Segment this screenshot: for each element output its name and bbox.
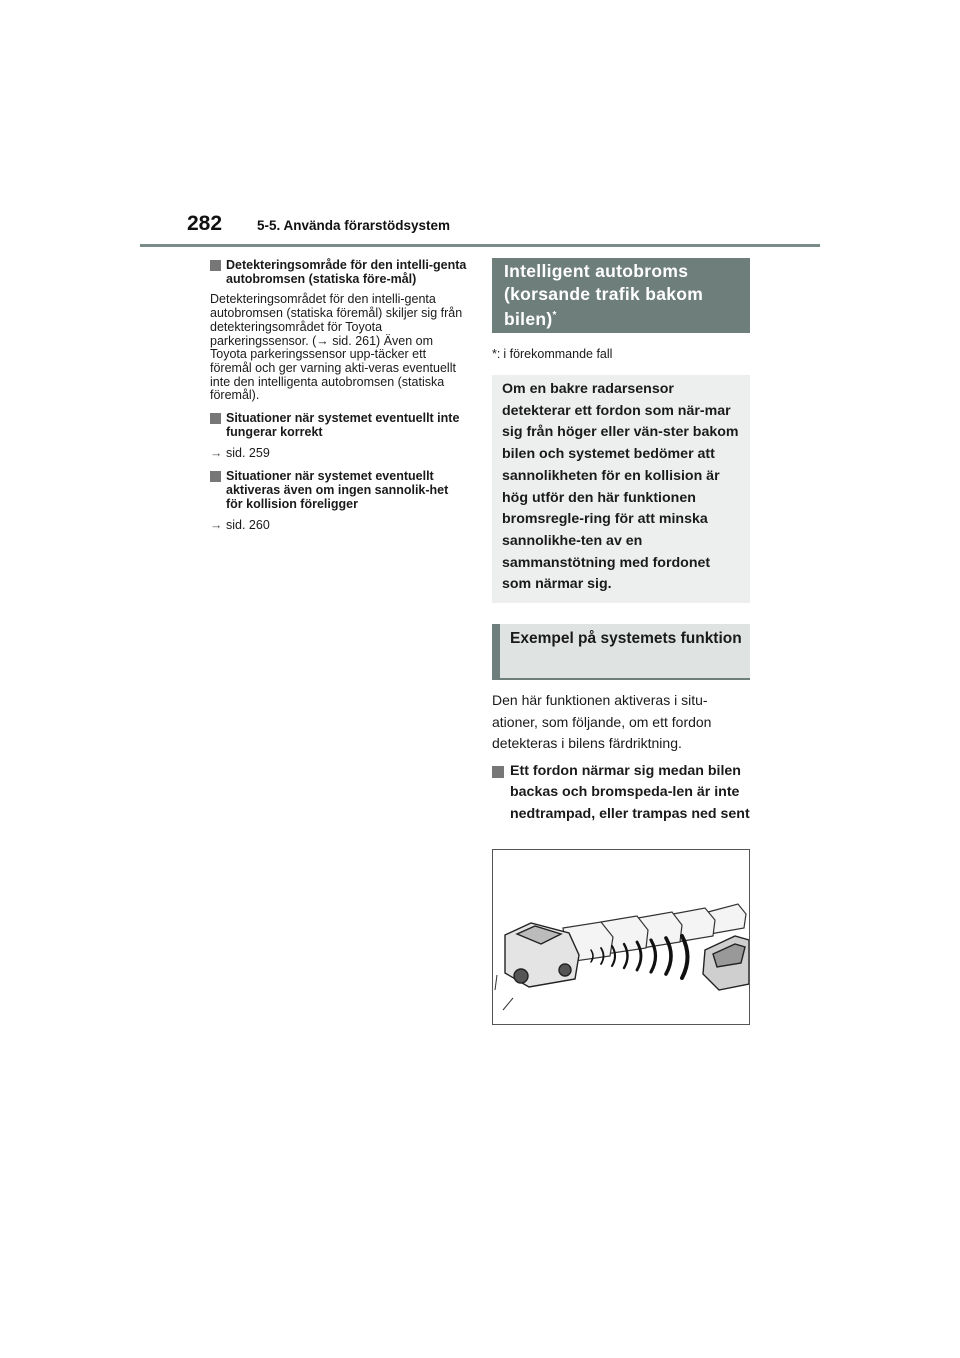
sub-heading: Exempel på systemets funktion xyxy=(492,624,750,680)
ref-text: sid. 260 xyxy=(225,518,270,533)
heading-detection-area: Detekteringsområde för den intelli-genta autobromsen (statiska före-mål) xyxy=(210,259,468,286)
bullet-square-icon xyxy=(492,766,504,778)
header-rule xyxy=(140,244,820,247)
page-number: 282 xyxy=(187,212,223,235)
ref-text: sid. 259 xyxy=(225,446,270,461)
intro-box: Om en bakre radarsensor detekterar ett fordon som när-mar sig från höger eller vän-ster bakom bilen och systemet bedömer att sannolikheten för en kollision är hög utför den här funktionen bromsregle-ring för att minska sannolikhe-ten av en sammanstötning med fordonet som närmar sig. xyxy=(492,375,750,603)
bullet-square-icon xyxy=(210,471,221,482)
banner-footnote-mark: * xyxy=(552,310,557,321)
arrow-icon: → xyxy=(210,518,223,533)
left-column xyxy=(210,250,468,533)
section-banner xyxy=(492,258,750,333)
arrow-icon: → xyxy=(210,446,223,461)
page-header xyxy=(140,212,820,246)
footnote xyxy=(492,347,750,361)
parking-lot-illustration xyxy=(493,850,749,1024)
footnote-text: i förekommande fall xyxy=(503,347,613,361)
bullet-heading: Ett fordon närmar sig medan bilen backas och bromspeda-len är inte nedtrampad, eller trampas ned sent xyxy=(492,761,750,826)
approaching-car xyxy=(703,936,749,990)
reference-page-259 xyxy=(210,447,468,461)
bullet-square-icon xyxy=(210,260,221,271)
banner-title: Intelligent autobroms (korsande trafik bakom bilen) xyxy=(504,261,704,329)
right-column xyxy=(492,258,750,826)
bullet-square-icon xyxy=(210,413,221,424)
reversing-car xyxy=(505,923,579,987)
reference-page-260 xyxy=(210,519,468,533)
heading-false-activation: Situationer när systemet eventuellt aktiveras även om ingen sannolik-het för kollision föreligger xyxy=(210,470,468,511)
heading-not-working: Situationer när systemet eventuellt inte fungerar korrekt xyxy=(210,412,468,439)
paragraph-detection-area: Detekteringsområdet för den intelli-genta autobromsen (statiska föremål) skiljer sig från detekteringsområdet för Toyota parkeringssensor. (→ sid. 261) Även om Toyota parkeringssensor upp-täcker ett föremål och ger varning akti-veras eventuellt inte den intelligenta autobromsen (statiska föremål). xyxy=(210,292,463,403)
body-paragraph: Den här funktionen aktiveras i situ-ationer, som följande, om ett fordon detekteras i bilens färdriktning. xyxy=(492,692,712,752)
parking-lines xyxy=(495,975,513,1010)
footnote-mark: *: xyxy=(492,347,501,361)
illustration-rear-cross-traffic xyxy=(492,849,750,1025)
section-title: 5-5. Använda förarstödsystem xyxy=(257,218,451,233)
